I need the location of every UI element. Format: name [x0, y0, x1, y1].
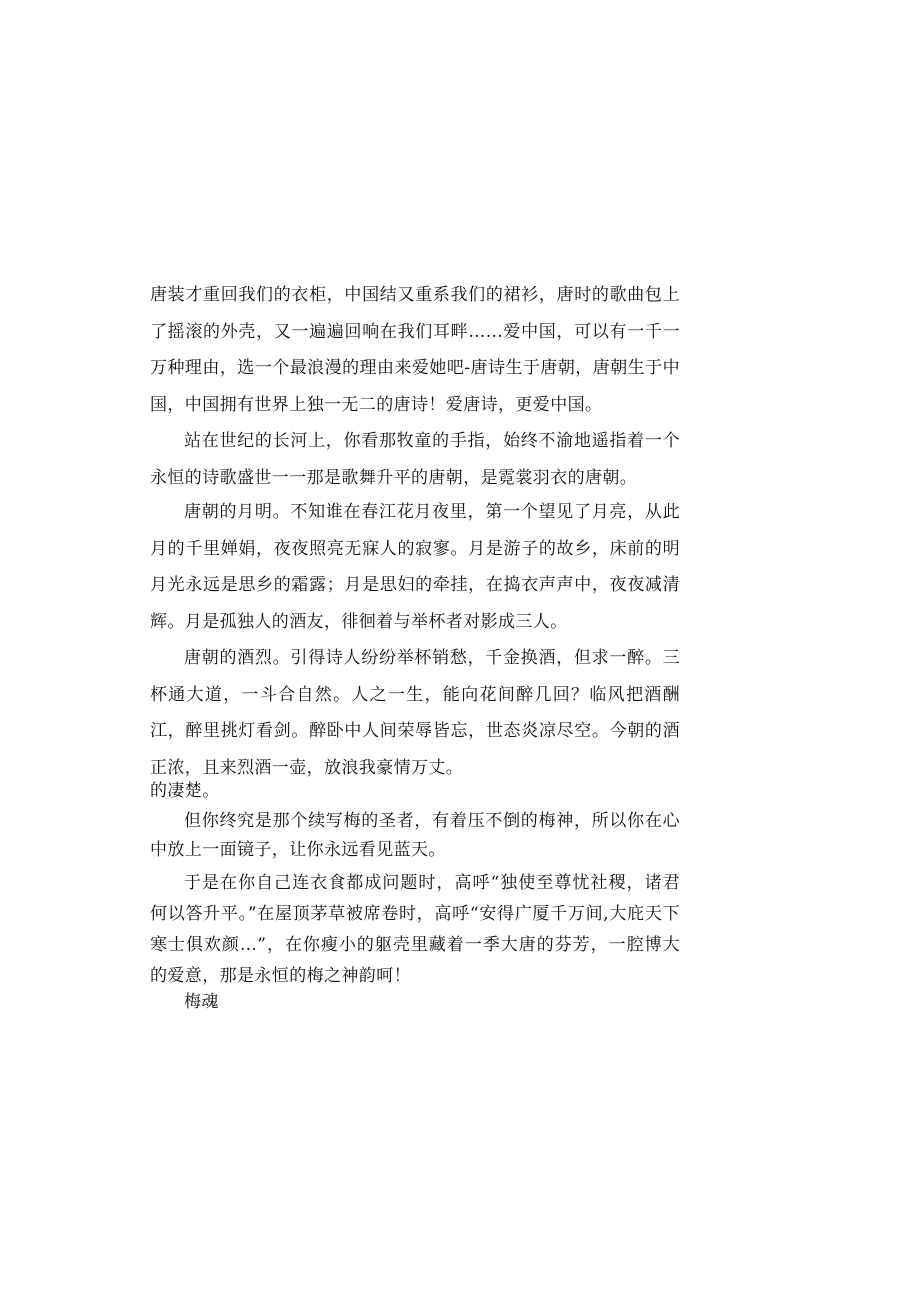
- section-title-plum-soul: 梅魂: [184, 992, 219, 1012]
- paragraph-river-of-century: 站在世纪的长河上，你看那牧童的手指，始终不渝地遥指着一个永恒的诗歌盛世一一那是歌舞升平的唐朝，是霓裳羽衣的唐朝。: [150, 431, 680, 488]
- paragraph-fragment: 的凄楚。: [150, 781, 220, 801]
- paragraph-plum-sage: 但你终究是那个续写梅的圣者，有着压不倒的梅神，所以你在心中放上一面镜子，让你永远看见蓝天。: [150, 811, 680, 860]
- paragraph-tang-moon: 唐朝的月明。不知谁在春江花月夜里，第一个望见了月亮，从此月的千里婵娟，夜夜照亮无寐人的寂寥。月是游子的故乡，床前的明月光永远是思乡的霜露；月是思妇的牵挂，在捣衣声声中，夜夜减清辉。月是孤独人的酒友，徘徊着与举杯者对影成三人。: [150, 502, 680, 632]
- paragraph-tang-costume: 唐装才重回我们的衣柜，中国结又重系我们的裙衫，唐时的歌曲包上了摇滚的外壳，又一遍遍回响在我们耳畔……爱中国，可以有一千一万种理由，选一个最浪漫的理由来爱她吧-唐诗生于唐朝，唐朝生于中国，中国拥有世界上独一无二的唐诗！爱唐诗，更爱中国。: [150, 285, 680, 415]
- paragraph-du-fu: 于是在你自己连衣食都成问题时，高呼“独使至尊忧社稷，诸君何以答升平。”在屋顶茅草被席卷时，高呼“安得广厦千万间,大庇天下寒士俱欢颜…”，在你瘦小的躯壳里藏着一季大唐的芬芳，一腔博大的爱意，那是永恒的梅之神韵呵！: [150, 873, 680, 986]
- paragraph-tang-wine: 唐朝的酒烈。引得诗人纷纷举杯销愁，千金换酒，但求一醉。三杯通大道，一斗合自然。人之一生，能向花间醉几回？临风把酒酬江，醉里挑灯看剑。醉卧中人间荣辱皆忘，世态炎凉尽空。今朝的酒正浓，且来烈酒一壶，放浪我豪情万丈。: [150, 648, 680, 778]
